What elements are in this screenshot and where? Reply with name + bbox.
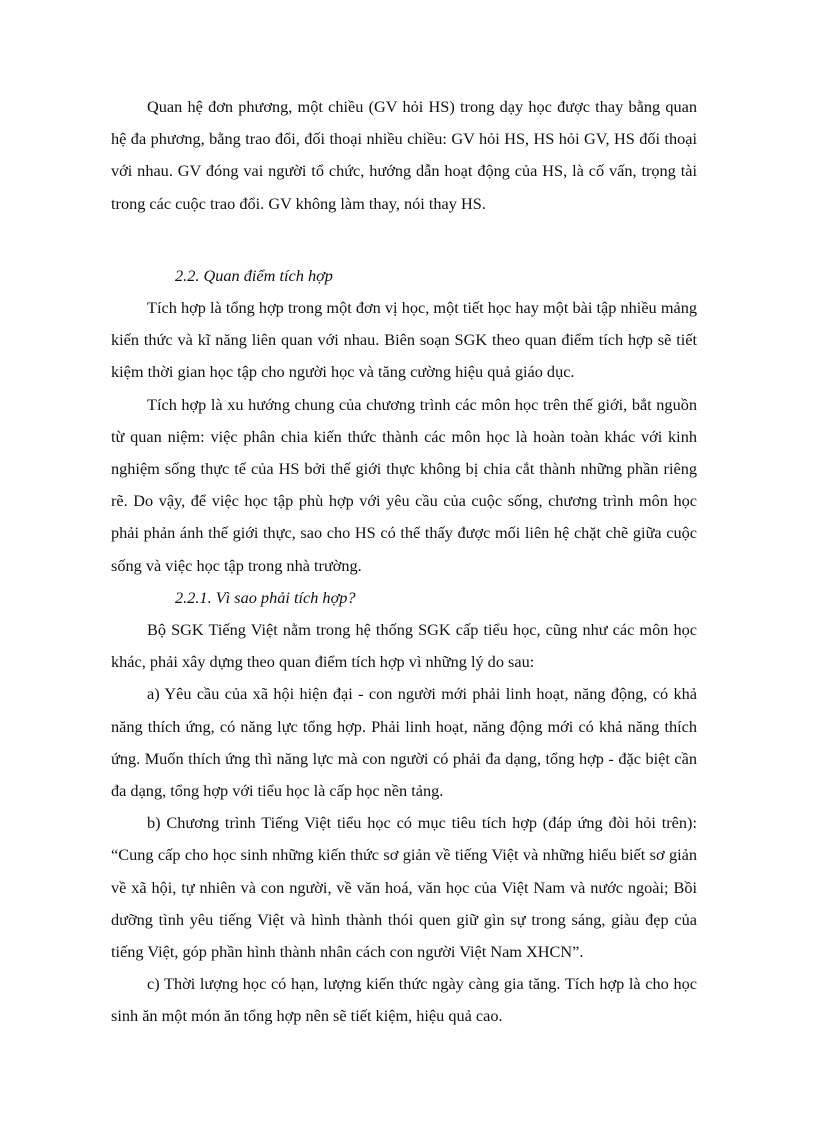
paragraph-textbook-system: Bộ SGK Tiếng Việt nằm trong hệ thống SGK cấp tiểu học, cũng như các môn học khác, phải xây dựng theo quan điểm tích hợp vì những lý do sau: [111,620,697,672]
paragraph-integration-definition: Tích hợp là tổng hợp trong một đơn vị học, một tiết học hay một bài tập nhiều mảng kiến thức và kĩ năng liên quan với nhau. Biên soạn SGK theo quan điểm tích hợp sẽ tiết kiệm thời gian học tập cho người học và tăng cường hiệu quả giáo dục. [111,298,697,382]
paragraph-reason-a: a) Yêu cầu của xã hội hiện đại - con người mới phải linh hoạt, năng động, có khả năng thích ứng, có năng lực tổng hợp. Phải linh hoạt, năng động mới có khả năng thích ứng. Muốn thích ứng thì năng lực mà con người có phải đa dạng, tổng hợp - đặc biệt cần đa dạng, tổng hợp với tiểu học là cấp học nền tảng. [111,684,697,801]
paragraph-reason-c: c) Thời lượng học có hạn, lượng kiến thức ngày càng gia tăng. Tích hợp là cho học sinh ăn một món ăn tổng hợp nên sẽ tiết kiệm, hiệu quả cao. [111,974,697,1026]
paragraph-teacher-role: Quan hệ đơn phương, một chiều (GV hỏi HS) trong dạy học được thay bằng quan hệ đa phương, bằng trao đổi, đối thoại nhiều chiều: GV hỏi HS, HS hỏi GV, HS đối thoại với nhau. GV đóng vai người tổ chức, hướng dẫn hoạt động của HS, là cố vấn, trọng tài trong các cuộc trao đổi. GV không làm thay, nói thay HS. [111,97,697,213]
paragraph-integration-trend: Tích hợp là xu hướng chung của chương trình các môn học trên thế giới, bắt nguồn từ quan niệm: việc phân chia kiến thức thành các môn học là hoàn toàn khác với kinh nghiệm sống thực tế của HS bởi thế giới thực không bị chia cắt thành những phần riêng rẽ. Do vậy, để việc học tập phù hợp với yêu cầu của cuộc sống, chương trình môn học phải phản ánh thế giới thực, sao cho HS có thể thấy được mối liên hệ chặt chẽ giữa cuộc sống và việc học tập trong nhà trường. [111,394,697,575]
paragraph-reason-b: b) Chương trình Tiếng Việt tiểu học có mục tiêu tích hợp (đáp ứng đòi hỏi trên): “Cung cấp cho học sinh những kiến thức sơ giản về tiếng Việt và những hiểu biết sơ giản về xã hội, tự nhiên và con người, về văn hoá, văn học của Việt Nam và nước ngoài; Bồi dưỡng tình yêu tiếng Việt và hình thành thói quen giữ gìn sự trong sáng, giàu đẹp của tiếng Việt, góp phần hình thành nhân cách con người Việt Nam XHCN”. [111,813,697,962]
heading-why-integrate: 2.2.1. Vì sao phải tích hợp? [175,587,356,607]
heading-integration-viewpoint: 2.2. Quan điểm tích hợp [175,265,333,285]
document-page [111,91,697,1033]
section-gap [111,220,697,260]
